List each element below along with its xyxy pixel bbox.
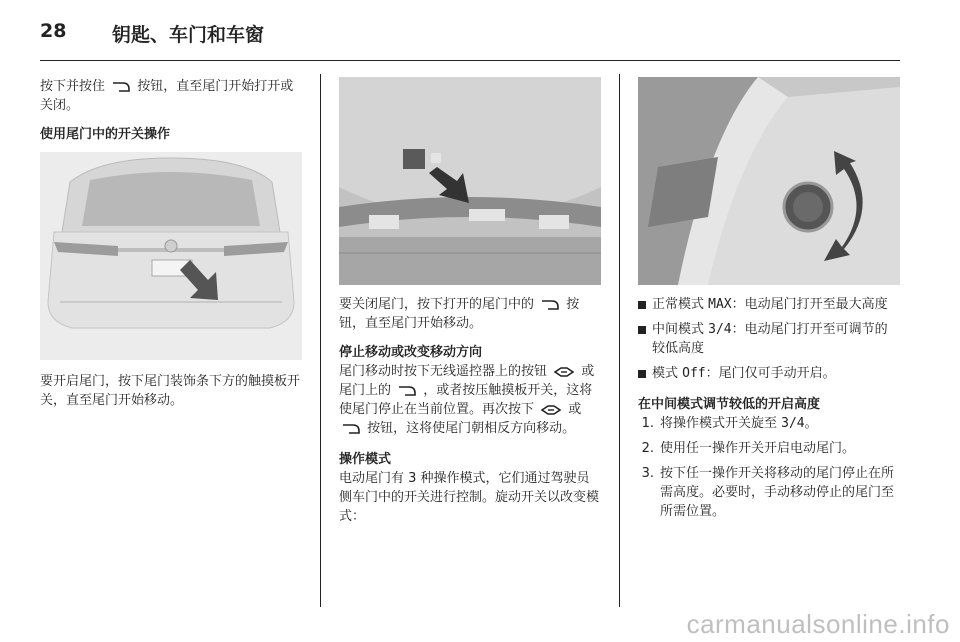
close-paragraph: [339, 295, 601, 333]
list-item: [638, 464, 900, 521]
column-3: [638, 77, 900, 527]
mode-label: 中间模式: [652, 322, 709, 337]
step-text: 按下任一操作开关将移动的尾门停止在所需高度。必要时，手动移动停止的尾门至所需位置。: [660, 466, 895, 519]
tailgate-inside-photo: [339, 77, 601, 285]
stop-text-c: ，或者按压触摸板开关，这将使尾门停止在当前位置。再次按下: [339, 383, 593, 417]
column-divider-1: [320, 74, 321, 607]
mode-code: 3/4: [708, 322, 732, 337]
tailgate-icon: [341, 423, 361, 435]
tailgate-icon: [540, 299, 560, 311]
door-switch-photo: [638, 77, 900, 285]
list-item: [638, 439, 900, 458]
chapter-title: 钥匙、车门和车窗: [112, 24, 265, 46]
step-text-a: 将操作模式开关旋至: [660, 416, 782, 431]
rear-car-photo: [40, 152, 302, 360]
close-text-b: 按钮，直至尾门开始移动。: [339, 297, 580, 331]
step-text-b: 。: [804, 416, 818, 431]
step-number: 3.: [641, 466, 654, 481]
mode-item-text: [652, 295, 888, 314]
mode-label: 模式: [652, 366, 683, 381]
switch-operation-heading: 使用尾门中的开关操作: [40, 127, 171, 142]
mode-desc: ：电动尾门打开至最大高度: [731, 297, 888, 312]
stop-paragraph: [339, 362, 601, 438]
list-item: [638, 364, 900, 383]
step-number: 2.: [641, 441, 654, 456]
stop-text-e: 按钮，这将使尾门朝相反方向移动。: [367, 421, 576, 436]
mode-desc: ：电动尾门打开至可调节的较低高度: [652, 322, 888, 356]
step-text: [660, 414, 818, 433]
column-1: [40, 77, 302, 410]
stop-heading: 停止移动或改变移动方向: [339, 345, 483, 360]
close-text-a: 要关闭尾门，按下打开的尾门中的: [339, 297, 535, 312]
mode-item-text: [652, 364, 836, 383]
column-2: [339, 77, 601, 526]
remote-tailgate-icon: [540, 404, 562, 416]
modes-paragraph: 电动尾门有 3 种操作模式，它们通过驾驶员侧车门中的开关进行控制。旋动开关以改变模式：: [339, 471, 600, 524]
mode-code: Off: [682, 366, 706, 381]
steps-list: [638, 414, 900, 521]
header-rule: [40, 60, 900, 61]
page-number: 28: [40, 20, 67, 42]
intro-text-b: 按钮，直至尾门开始打开或关闭。: [40, 79, 294, 113]
intro-text-a: 按下并按住: [40, 79, 106, 94]
bullet-icon: [638, 326, 646, 334]
intro-paragraph: [40, 77, 302, 115]
mode-item-text: [652, 320, 900, 358]
modes-heading: 操作模式: [339, 452, 392, 467]
step-code: 3/4: [781, 416, 805, 431]
mode-list: [638, 295, 900, 383]
list-item: [638, 414, 900, 433]
bullet-icon: [638, 370, 646, 378]
column-divider-2: [619, 74, 620, 607]
list-item: [638, 295, 900, 314]
mode-code: MAX: [708, 297, 732, 312]
steps-heading: 在中间模式调节较低的开启高度: [638, 397, 821, 412]
step-text: 使用任一操作开关开启电动尾门。: [660, 441, 856, 456]
step-number: 1.: [641, 416, 654, 431]
list-item: [638, 320, 900, 358]
tailgate-icon: [397, 385, 417, 397]
remote-tailgate-icon: [553, 366, 575, 378]
open-caption: 要开启尾门，按下尾门装饰条下方的触摸板开关，直至尾门开始移动。: [40, 374, 301, 408]
stop-text-a: 尾门移动时按下无线遥控器上的按钮: [339, 364, 548, 379]
stop-text-d: 或: [568, 402, 582, 417]
stop-text-b: 或尾门上的: [339, 364, 595, 398]
mode-label: 正常模式: [652, 297, 709, 312]
mode-desc: ：尾门仅可手动开启。: [705, 366, 836, 381]
watermark: carmanualsonline.info: [686, 609, 950, 639]
tailgate-icon: [111, 81, 131, 93]
bullet-icon: [638, 301, 646, 309]
